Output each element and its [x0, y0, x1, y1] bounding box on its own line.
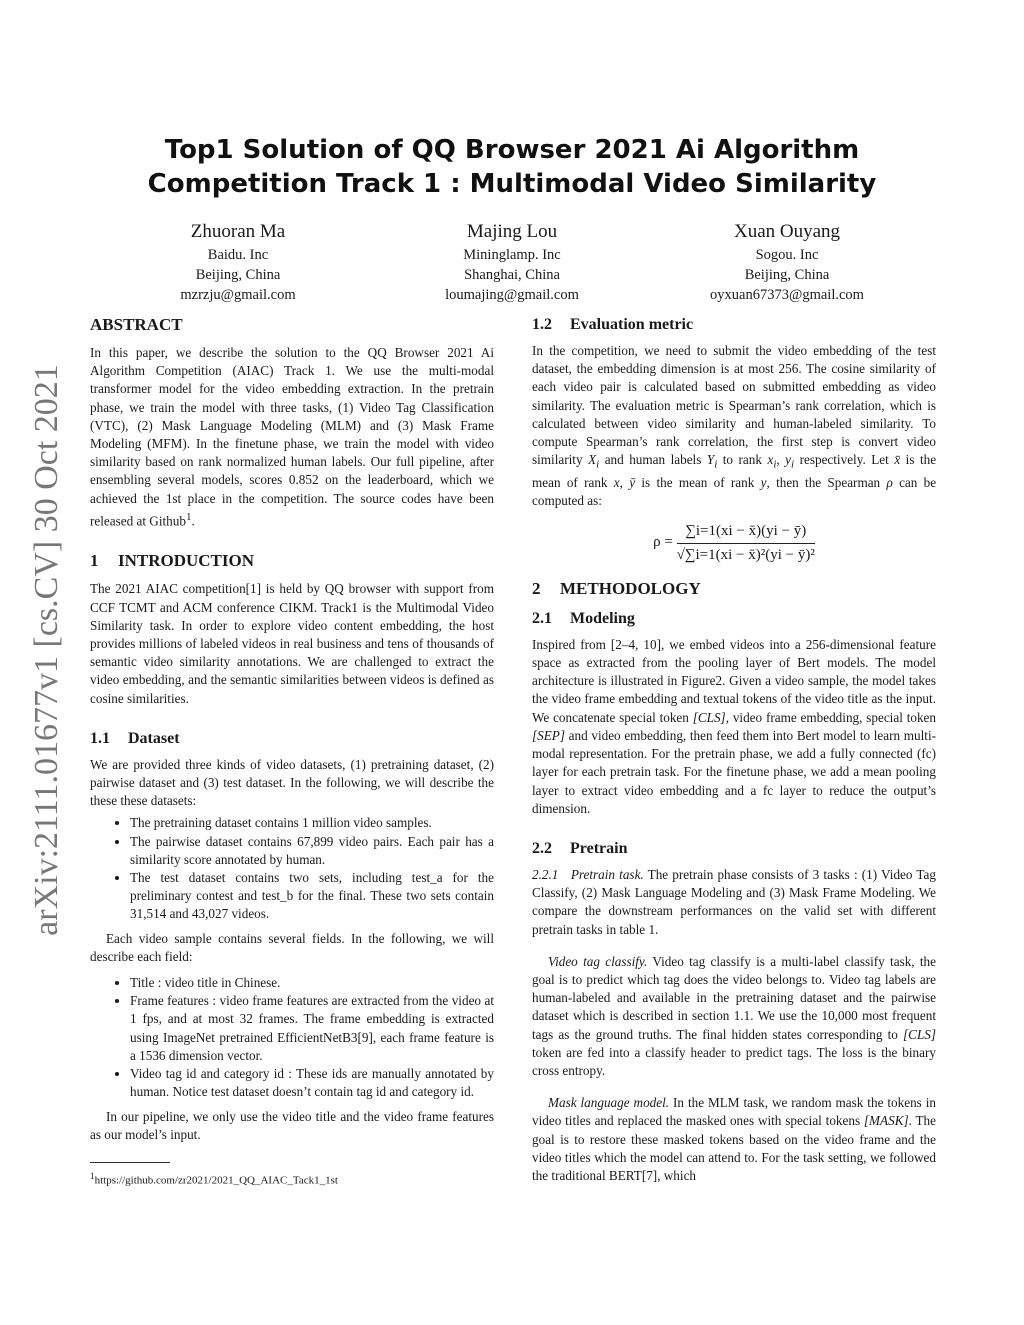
title-line-1: Top1 Solution of QQ Browser 2021 Ai Algorithm [164, 135, 860, 165]
dataset-heading: 1.1 Dataset [90, 729, 180, 747]
list-item: • Video tag id and category id : These ids are manually annotated by human. Notice test dataset doesn’t contain tag id and category id. [130, 1065, 494, 1101]
author-affiliation: Sogou. Inc [755, 247, 819, 263]
footnote: $^1$https://github.com/zr2021/2021_QQ_AIAC_Tack1_1st [90, 1171, 338, 1187]
author-affiliation: Baidu. Inc [207, 247, 269, 263]
author-name: Majing Lou [466, 221, 558, 242]
author-1 [108, 220, 368, 305]
arxiv-stamp: arXiv:2111.01677v1 [cs.CV] 30 Oct 2021 [28, 364, 65, 936]
vtc-text: Video tag classify. Video tag classify is a multi-label classify task, the goal is to predict which tag does the video belongs to. Video tag labels are human-labeled and available in the pretraining dataset and the pairwise dataset which is described in section 1.1. We use the 10,000 most frequent tags as the ground truths. The final hidden states corresponding to [CLS] token are fed into a classify header to predict tags. The loss is the binary cross entropy. [532, 953, 937, 1078]
mlm-text: Mask language model. In the MLM task, we random mask the tokens in video titles and replaced the masked ones with special tokens [MASK]. The goal is to restore these masked tokens based on the video frame and the video titles which the model can attend to. For the task setting, we followed the traditional BERT[7], which [532, 1095, 937, 1183]
pretrain-task-text: 2.2.1 Pretrain task. The pretrain phase consists of 3 tasks : (1) Video Tag Classify, (2) Mask Language Modeling and (3) Mask Frame Modeling. We compare the downstream performances on the valid set with different pretrain tasks in table 1. [532, 866, 936, 937]
pretrain-heading: 2.2 Pretrain [532, 839, 628, 857]
eval-text: In the competition, we need to submit the video embedding of the test dataset, the embedding dimension is at most 256. The cosine similarity of each video pair is calculated based on submitted embedding as video similarity. The evaluation metric is Spearman’s rank correlation, which is calculated between video similarity and human-labeled similarity. To compute Spearman’s rank correlation, the first step is convert video similarity $X_i$ and human labels $Y_i$ to rank $x_i$, $y_i$ respectively. Let x̄ is the mean of rank x, ȳ is the mean of rank y, then the Spearman ρ can be computed as: [532, 343, 937, 509]
list-item: • Frame features : video frame features are extracted from the video at 1 fps, and at most 32 frames. The frame embedding is extracted using ImageNet pretrained EfficientNetB3[9], each frame feature is a 1536 dimension vector. [130, 992, 494, 1065]
dataset-list [90, 814, 494, 923]
fields-list [90, 974, 494, 1101]
abstract-heading: ABSTRACT [90, 315, 183, 334]
list-item: • The pairwise dataset contains 67,899 video pairs. Each pair has a similarity score annotated by human. [130, 833, 494, 869]
author-2 [382, 220, 642, 305]
author-name: Xuan Ouyang [733, 221, 841, 242]
formula-lhs: ρ = [653, 534, 673, 551]
footnote-ref: 1 [185, 510, 192, 523]
author-location: Shanghai, China [464, 267, 560, 283]
author-3 [657, 220, 917, 305]
dataset-text: We are provided three kinds of video datasets, (1) pretraining dataset, (2) pairwise dataset and (3) test dataset. In the following, we will describe the these these datasets: [90, 756, 494, 809]
abstract-text: In this paper, we describe the solution to the QQ Browser 2021 Ai Algorithm Competition (AIAC) Track 1. We use the multi-modal transformer model for the video embedding extraction. In the pretrain phase, we train the model with three tasks, (1) Video Tag Classification (VTC), (2) Mask Language Modeling (MLM) and (3) Mask Frame Modeling (MFM). In the finetune phase, we train the model with video similarity based on rank normalized human labels. Our full pipeline, after ensembling several models, scores 0.852 on the leaderboard, which we achieved the 1st place in the competition. The source codes have been released at Github$^1$. [90, 345, 494, 529]
author-block [0, 220, 1024, 310]
author-location: Beijing, China [744, 267, 830, 283]
author-email: mzrzju@gmail.com [180, 287, 296, 303]
author-email: loumajing@gmail.com [445, 287, 579, 303]
intro-heading: 1 INTRODUCTION [90, 551, 255, 571]
title-line-2: Competition Track 1 : Multimodal Video Similarity [147, 169, 877, 199]
dataset-closing: In our pipeline, we only use the video title and the video frame features as our model’s input. [90, 1108, 494, 1142]
intro-text: The 2021 AIAC competition[1] is held by QQ browser with support from CCF TCMT and ACM conference CIKM. Track1 is the Multimodal Video Similarity task. In order to explore video content embedding, the host provides millions of labeled videos in real business and tens of thousands of semantic video similarity annotations. We are challenged to extract the video embedding, and the semantic similarities between videos is defined as cosine similarities. [90, 581, 494, 706]
author-name: Zhuoran Ma [190, 221, 286, 242]
list-item: • The test dataset contains two sets, including test_a for the preliminary contest and test_b for the final. These two sets contain 31,514 and 43,027 videos. [130, 869, 494, 924]
spearman-formula [532, 522, 936, 563]
modeling-text: Inspired from [2–4, 10], we embed videos into a 256-dimensional feature space as extracted from the pooling layer of Bert models. The model architecture is illustrated in Figure2. Given a video sample, the model takes the video frame embedding and textual tokens of the video title as the input. We concatenate special token [CLS], video frame embedding, special token [SEP] and video embedding, then feed them into Bert model to learn multi-modal representation. For the pretrain phase, we add a fully connected (fc) layer for each pretrain task. For the finetune phase, we add a mean pooling layer to extract video embedding and a fc layer to reduce the output’s dimension. [532, 636, 937, 816]
right-column [532, 314, 936, 1185]
eval-heading: 1.2 Evaluation metric [532, 316, 694, 333]
author-email: oyxuan67373@gmail.com [710, 287, 864, 303]
author-location: Beijing, China [195, 267, 281, 283]
formula-numerator: ∑i=1(xi − x̄)(yi − ȳ) [677, 522, 815, 543]
method-heading: 2 METHODOLOGY [532, 578, 701, 598]
list-item: • Title : video title in Chinese. [130, 974, 494, 992]
author-affiliation: Mininglamp. Inc [463, 247, 561, 263]
formula-fraction [677, 522, 815, 563]
footnote-link[interactable]: https://github.com/zr2021/2021_QQ_AIAC_Tack1_1st [94, 1174, 338, 1187]
formula-denominator: √∑i=1(xi − x̄)²(yi − ȳ)² [676, 546, 815, 563]
fields-intro: Each video sample contains several fields. In the following, we will describe each field: [90, 930, 494, 964]
list-item: • The pretraining dataset contains 1 million video samples. [130, 814, 494, 832]
left-column [90, 314, 494, 1144]
modeling-heading: 2.1 Modeling [532, 609, 635, 627]
paper-title [110, 133, 914, 201]
footnote-rule [90, 1162, 170, 1163]
